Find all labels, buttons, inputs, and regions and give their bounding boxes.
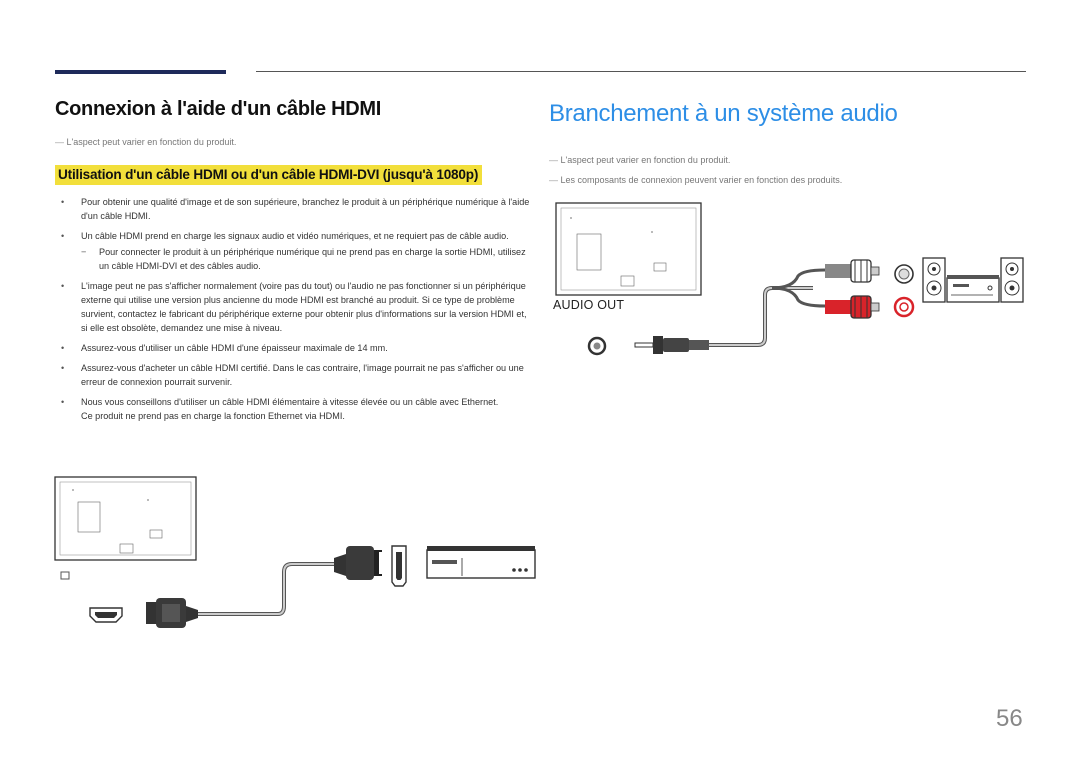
rca-port-white-icon [895,265,913,283]
subsection-title-hdmi-dvi: Utilisation d'un câble HDMI ou d'un câble HDMI-DVI (jusqu'à 1080p) [55,165,482,185]
list-item: • Pour obtenir une qualité d'image et de son supérieure, branchez le produit à un périphérique numérique à l'aide d'un câble HDMI. [55,195,533,223]
rca-plug-red-icon [825,296,879,318]
list-item: • Assurez-vous d'acheter un câble HDMI certifié. Dans le cas contraire, l'image pourrait ne pas s'afficher ou une erreur de connexion pourrait survenir. [55,361,533,389]
section-title-hdmi: Connexion à l'aide d'un câble HDMI [55,98,382,120]
blu-ray-player-icon [427,546,535,578]
page-number: 56 [996,705,1023,732]
components-note: — Les composants de connexion peuvent varier en fonction des produits. [549,175,842,185]
dvi-plug-icon [146,598,198,628]
list-item: • Assurez-vous d'utiliser un câble HDMI d'une épaisseur maximale de 14 mm. [55,341,533,355]
appearance-note: — L'aspect peut varier en fonction du produit. [549,155,730,165]
hdmi-connection-diagram [52,472,552,642]
ethernet-note: Ce produit ne prend pas en charge la fonction Ethernet via HDMI. [81,411,345,421]
list-item: • Nous vous conseillons d'utiliser un câble HDMI élémentaire à vitesse élevée ou un câble avec Ethernet. [55,395,533,409]
list-item: • L'image peut ne pas s'afficher normalement (voire pas du tout) ou l'audio ne pas fonctionner si un périphérique externe qui utilise une version plus ancienne du mode HDMI est branché au produit. Si ce type de problème survient, contactez le fabricant du périphérique externe pour obtenir plus d'informations sur la version HDMI et, si elle est obsolète, demandez une mise à niveau. [55,279,533,335]
rca-port-red-icon [895,298,913,316]
monitor-back-icon [556,203,701,295]
header-rule [256,71,1026,72]
monitor-back-icon [55,477,196,560]
header-accent-bar [55,70,226,74]
section-title-audio: Branchement à un système audio [549,100,898,127]
audio-connection-diagram [553,200,1033,365]
hdmi-dvi-subnote: − Pour connecter le produit à un périphérique numérique qui ne prend pas en charge la sortie HDMI, utilisez un câble HDMI-DVI et des câbles audio. [81,245,533,273]
audio-out-label: AUDIO OUT [553,298,625,312]
port-marker-icon [61,572,69,579]
hdmi-plug-icon [334,546,383,580]
hifi-system-icon [923,258,1023,302]
audio-jack-icon [589,338,605,354]
audio-plug-icon [635,336,709,354]
appearance-note: — L'aspect peut varier en fonction du produit. [55,137,236,147]
list-item: • Un câble HDMI prend en charge les signaux audio et vidéo numériques, et ne requiert pas de câble audio. − Pour connecter le produit à un périphérique numérique qui ne prend pas en charge la sortie HDMI, utilisez un câble HDMI-DVI et des câbles audio. [55,229,533,273]
rca-plug-white-icon [825,260,879,282]
hdmi-instructions-list [55,195,533,423]
